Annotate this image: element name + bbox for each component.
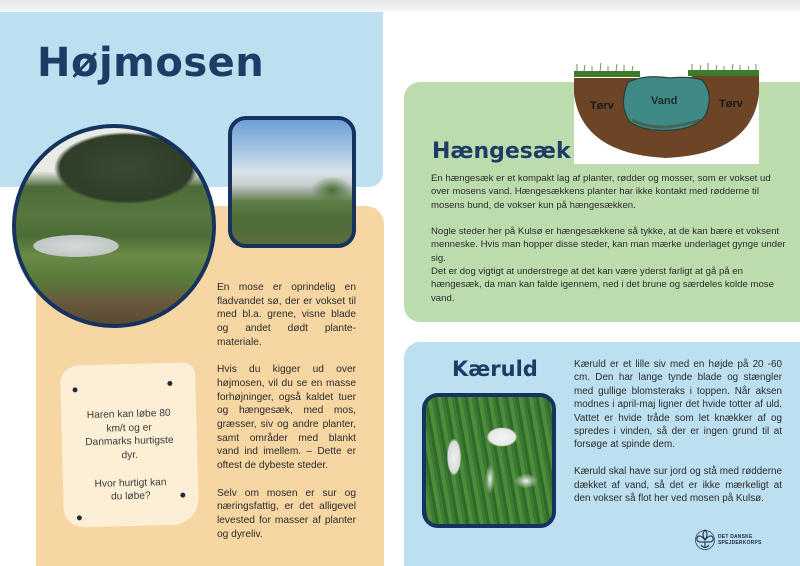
kaeruld-paragraph-2: Kæruld skal have sur jord og stå med rødderne dækket af vand, så det er ikke mærkeligt at den vokser så flot her ved mosen på Kulsø.	[574, 466, 782, 505]
haengesaek-heading: Hængesæk	[432, 139, 571, 164]
intro-text	[217, 281, 356, 555]
spejderkorps-logo	[695, 529, 762, 551]
haengesaek-paragraph-1: En hængesæk er et kompakt lag af planter, rødder og mosser, som er vokset ud over mosens vand. Hængesækkens planter har ikke kontakt med rødderne til mosens bund, de vokser kun på hængesækken.	[431, 173, 771, 211]
top-shadow-bar	[0, 0, 800, 12]
kaeruld-paragraph-1: Kæruld er et lille siv med en højde på 20 -60 cm. Den har lange tynde blade og stængler med gullige blomsteraks i toppen. Når aksen modnes i april-maj ligner det hvide totter af uld. Vattet er hvide tråde som let knækker af og spredes i vinden, så der er ingen grund til at forsøge at spinde dem.	[574, 359, 782, 451]
intro-paragraph-2: Hvis du kigger ud over højmosen, vil du se en masse forhøjninger, også kaldet tuer og hængesæk, med mos, græsser, siv og andre planter, samt områder med blankt vand ind imellem. – Dette er oftest de dybeste steder.	[217, 364, 356, 472]
fact-note	[60, 362, 199, 527]
haengesaek-text	[431, 172, 786, 318]
kaeruld-text	[574, 358, 782, 519]
intro-paragraph-3: Selv om mosen er sur og næringsfattig, er det alligevel levested for masser af planter og dyreliv.	[217, 487, 356, 540]
page-title: Højmosen	[37, 40, 265, 86]
logo-line-1: DET DANSKE	[718, 534, 753, 540]
pin-icon	[72, 387, 77, 392]
cotton-grass-photo	[422, 393, 556, 528]
kaeruld-heading: Kæruld	[452, 357, 538, 381]
bog-cross-section-diagram	[574, 54, 759, 164]
logo-text	[718, 534, 762, 546]
note-text	[61, 406, 199, 519]
misty-bog-photo	[228, 116, 356, 248]
haengesaek-paragraph-3: Det er dog vigtigt at understrege at det kan være yderst farligt at gå på en hængesæk, da man kan falde igennem, ned i det brune og særdeles kolde mose vand.	[431, 266, 774, 304]
bog-lake-photo	[12, 124, 216, 328]
note-fact: Haren kan løbe 80 km/t og er Danmarks hurtigste dyr.	[85, 407, 174, 462]
fleur-de-lis-icon	[695, 529, 715, 551]
svg-text:Tørv: Tørv	[719, 98, 743, 110]
note-question: Hvor hurtigt kan du løbe?	[94, 476, 167, 503]
svg-text:Vand: Vand	[651, 95, 678, 107]
haengesaek-paragraph-2: Nogle steder her på Kulsø er hængesækkene så tykke, at de kan bære et voksent menneske. Hvis man hopper disse steder, kan man mærke underlaget gynge under sig.	[431, 226, 786, 264]
svg-text:Tørv: Tørv	[590, 100, 614, 112]
logo-line-2: SPEJDERKORPS	[718, 540, 762, 546]
pin-icon	[167, 381, 172, 386]
intro-paragraph-1: En mose er oprindelig en fladvandet sø, der er vokset til med bl.a. grene, visne blade og andet dødt plante-materiale.	[217, 282, 356, 348]
